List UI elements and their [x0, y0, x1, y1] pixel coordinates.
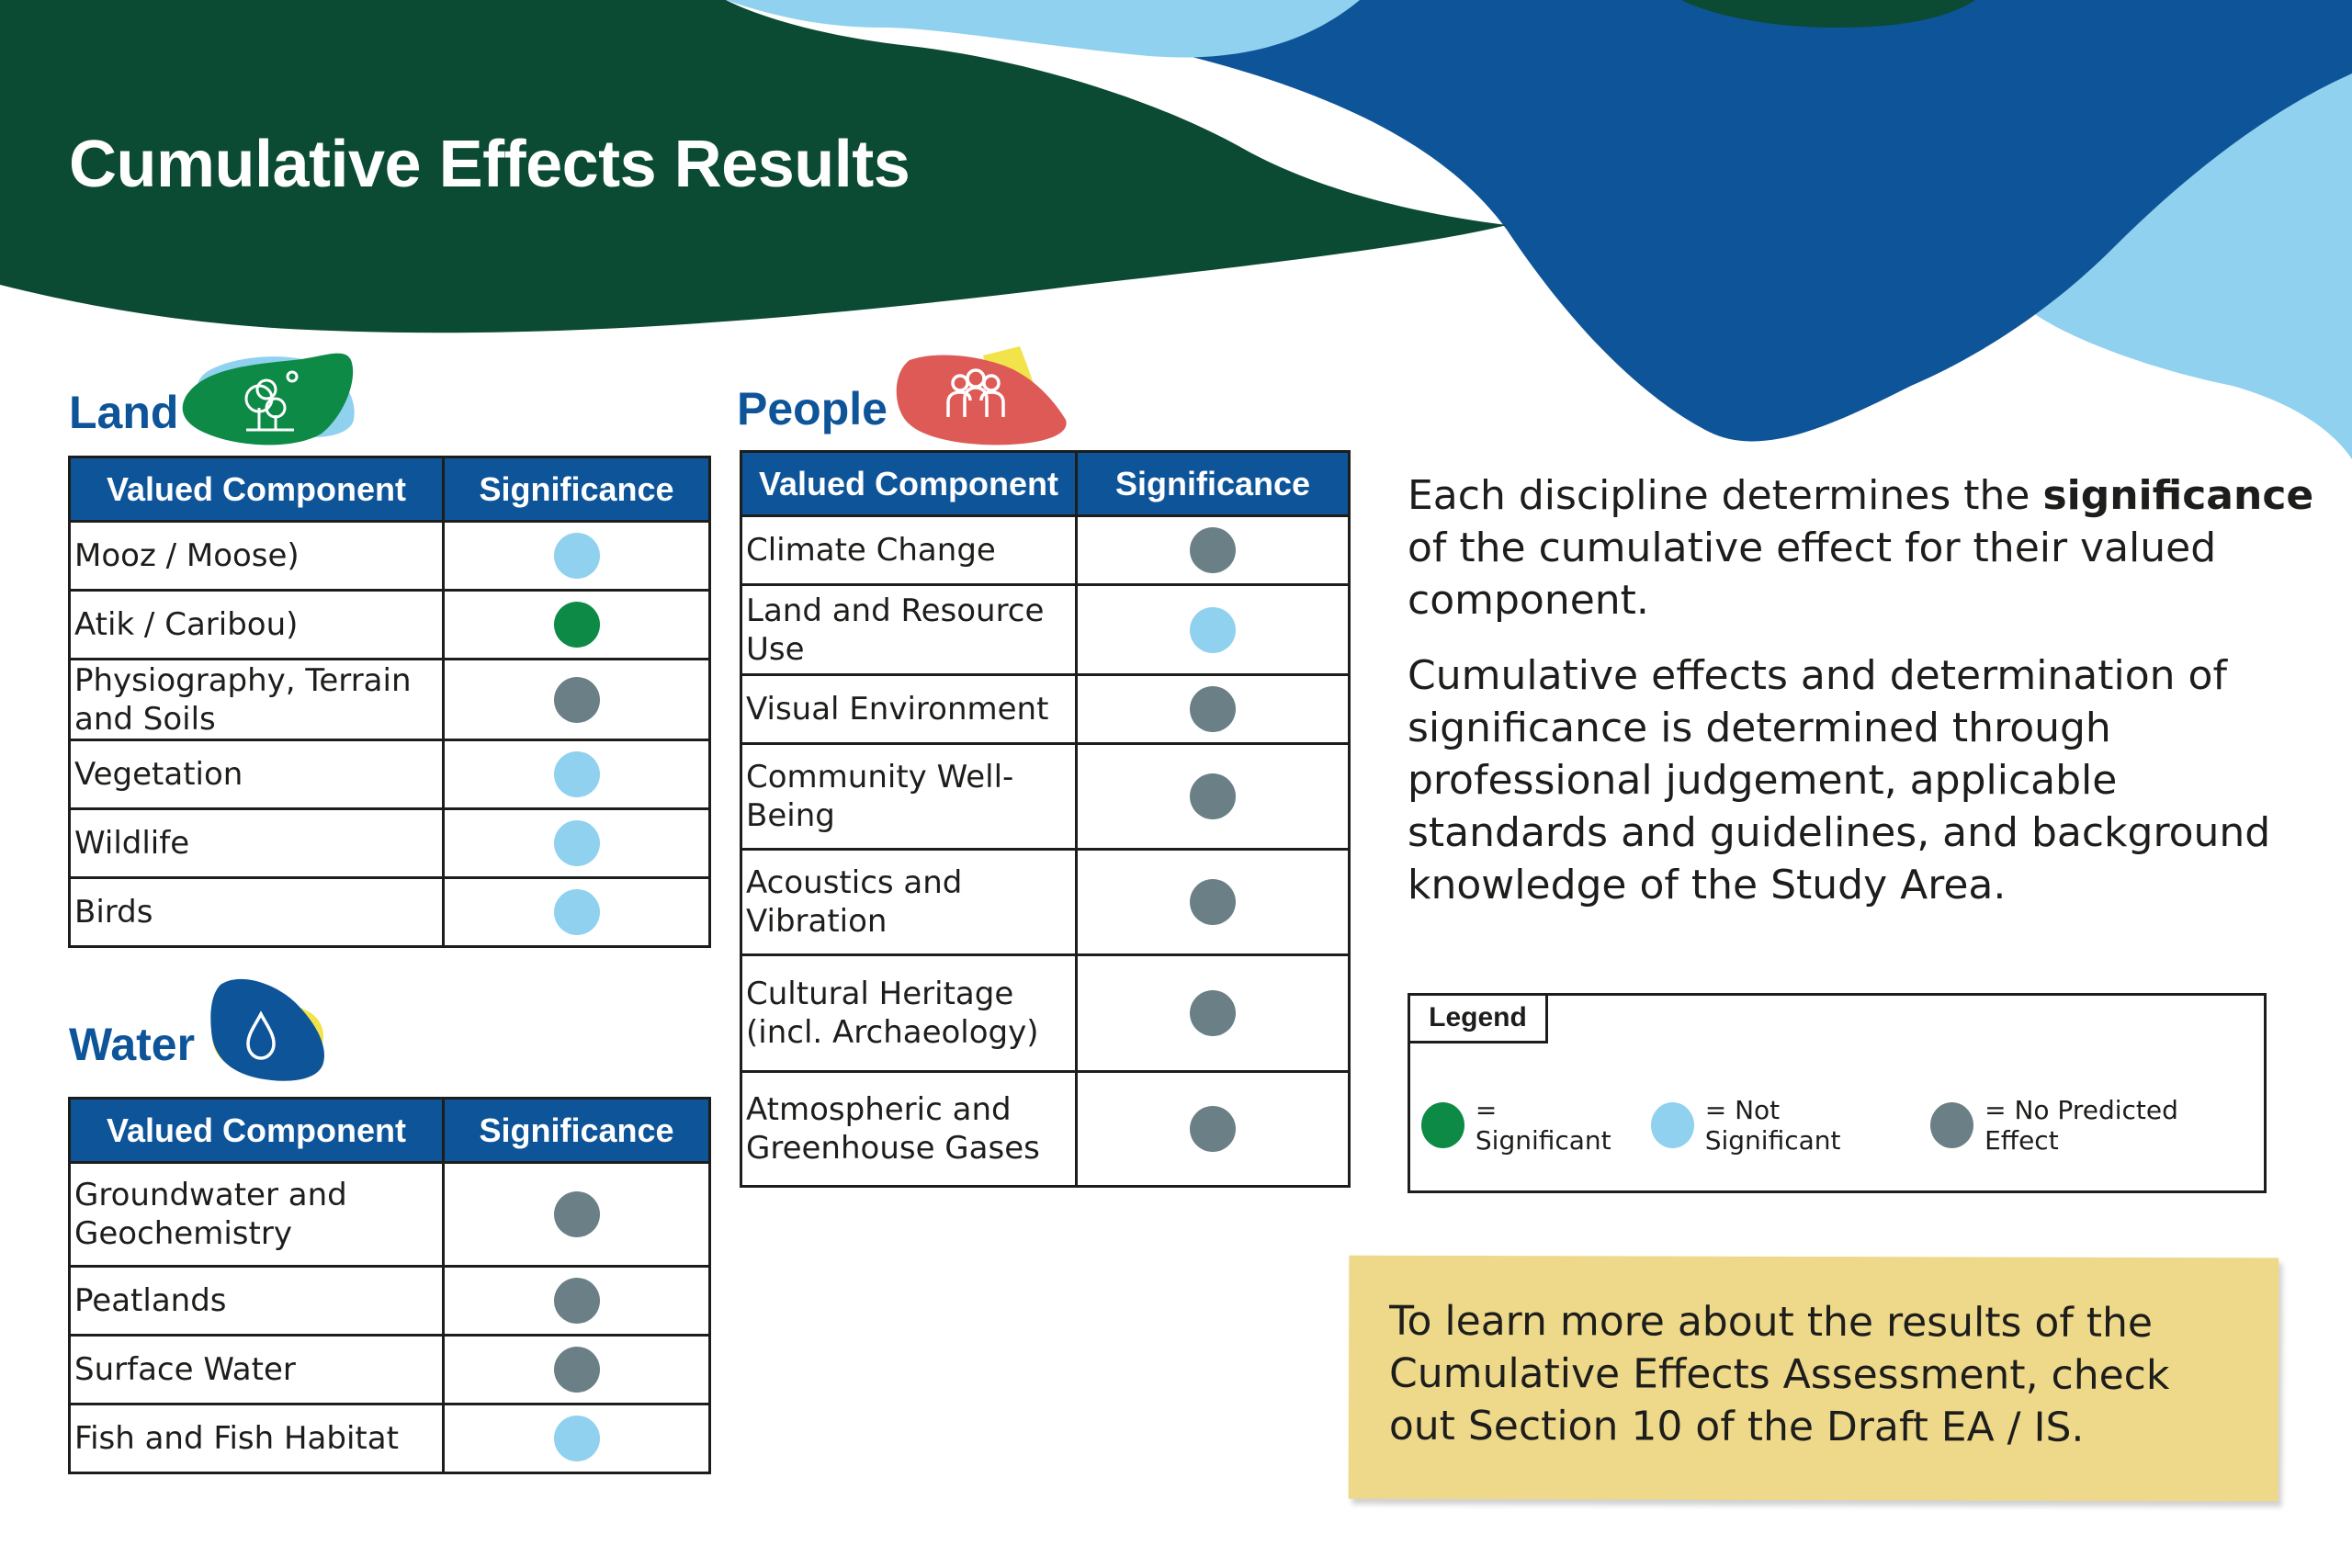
component-name: Climate Change	[741, 516, 1077, 585]
legend-item-significant	[1421, 1095, 1631, 1156]
info-note-text: To learn more about the results of the Cumulative Effects Assessment, check out Section 10 of the Draft EA / IS.	[1388, 1297, 2170, 1451]
table-row	[70, 1336, 710, 1404]
description-text: Each discipline determines the	[1408, 472, 2043, 519]
significance-dot	[554, 751, 600, 797]
column-header-significance: Significance	[444, 457, 710, 522]
not-significant-dot	[1651, 1102, 1694, 1148]
info-note	[1349, 1256, 2279, 1502]
significance-dot	[554, 820, 600, 866]
significance-dot	[1190, 990, 1236, 1036]
land-table	[68, 456, 711, 948]
component-name: Peatlands	[70, 1267, 444, 1336]
column-header-component: Valued Component	[741, 452, 1077, 516]
component-name: Vegetation	[70, 740, 444, 809]
legend-items	[1421, 1095, 2264, 1156]
component-name: Fish and Fish Habitat	[70, 1404, 444, 1473]
table-row	[70, 1267, 710, 1336]
component-name: Mooz / Moose)	[70, 522, 444, 591]
column-header-significance: Significance	[1077, 452, 1350, 516]
significance-dot	[1190, 1106, 1236, 1152]
table-row	[741, 675, 1350, 744]
water-table	[68, 1097, 711, 1474]
significance-dot	[554, 889, 600, 935]
water-heading: Water	[69, 1019, 196, 1070]
component-name: Cultural Heritage (incl. Archaeology)	[741, 955, 1077, 1072]
significant-dot	[1421, 1102, 1464, 1148]
people-table	[740, 450, 1351, 1188]
significance-dot	[554, 1278, 600, 1324]
significance-dot	[554, 1347, 600, 1393]
significance-dot	[554, 602, 600, 648]
component-name: Surface Water	[70, 1336, 444, 1404]
column-header-component: Valued Component	[70, 457, 444, 522]
table-row	[70, 1404, 710, 1473]
table-row	[741, 955, 1350, 1072]
table-row	[741, 516, 1350, 585]
significance-dot	[1190, 686, 1236, 732]
table-row	[70, 660, 710, 740]
significance-dot	[554, 533, 600, 579]
legend-item-not-significant	[1651, 1095, 1910, 1156]
legend-item-no-effect	[1930, 1095, 2244, 1156]
significance-dot	[1190, 773, 1236, 819]
legend-title: Legend	[1410, 996, 1548, 1043]
component-name: Birds	[70, 878, 444, 947]
legend-label: = Not Significant	[1704, 1095, 1841, 1156]
trees-icon	[175, 342, 368, 447]
significance-dot	[1190, 879, 1236, 925]
significance-dot	[554, 1191, 600, 1237]
table-row	[741, 1072, 1350, 1187]
table-row	[70, 809, 710, 878]
table-row	[70, 1163, 710, 1267]
description-paragraph-2: Cumulative effects and determination of significance is determined through professional judgement, applicable standards and guidelines, and background knowledge of the Study Area.	[1408, 652, 2271, 908]
no-effect-dot	[1930, 1102, 1973, 1148]
water-drop-icon	[204, 976, 333, 1086]
component-name: Acoustics and Vibration	[741, 850, 1077, 955]
component-name: Land and Resource Use	[741, 585, 1077, 675]
component-name: Physiography, Terrain and Soils	[70, 660, 444, 740]
legend	[1408, 993, 2267, 1193]
component-name: Atmospheric and Greenhouse Gases	[741, 1072, 1077, 1187]
legend-label: = Significant	[1475, 1095, 1611, 1156]
table-row	[741, 744, 1350, 850]
column-header-component: Valued Component	[70, 1099, 444, 1163]
table-row	[741, 585, 1350, 675]
people-group-icon	[891, 342, 1070, 450]
table-row	[70, 522, 710, 591]
component-name: Atik / Caribou)	[70, 591, 444, 660]
component-name: Groundwater and Geochemistry	[70, 1163, 444, 1267]
people-heading: People	[737, 383, 888, 434]
description-paragraph-1	[1408, 469, 2326, 626]
table-row	[70, 740, 710, 809]
table-row	[70, 878, 710, 947]
table-row	[70, 591, 710, 660]
table-row	[741, 850, 1350, 955]
column-header-significance: Significance	[444, 1099, 710, 1163]
land-heading: Land	[69, 387, 179, 438]
significance-dot	[554, 677, 600, 723]
significance-dot	[554, 1416, 600, 1461]
legend-label: = No Predicted Effect	[1984, 1095, 2178, 1156]
description-emphasis: significance	[2042, 472, 2314, 519]
component-name: Visual Environment	[741, 675, 1077, 744]
component-name: Wildlife	[70, 809, 444, 878]
component-name: Community Well-Being	[741, 744, 1077, 850]
description-text: of the cumulative effect for their valued component.	[1408, 525, 2217, 624]
significance-dot	[1190, 607, 1236, 653]
significance-dot	[1190, 527, 1236, 573]
page-title: Cumulative Effects Results	[69, 128, 910, 201]
